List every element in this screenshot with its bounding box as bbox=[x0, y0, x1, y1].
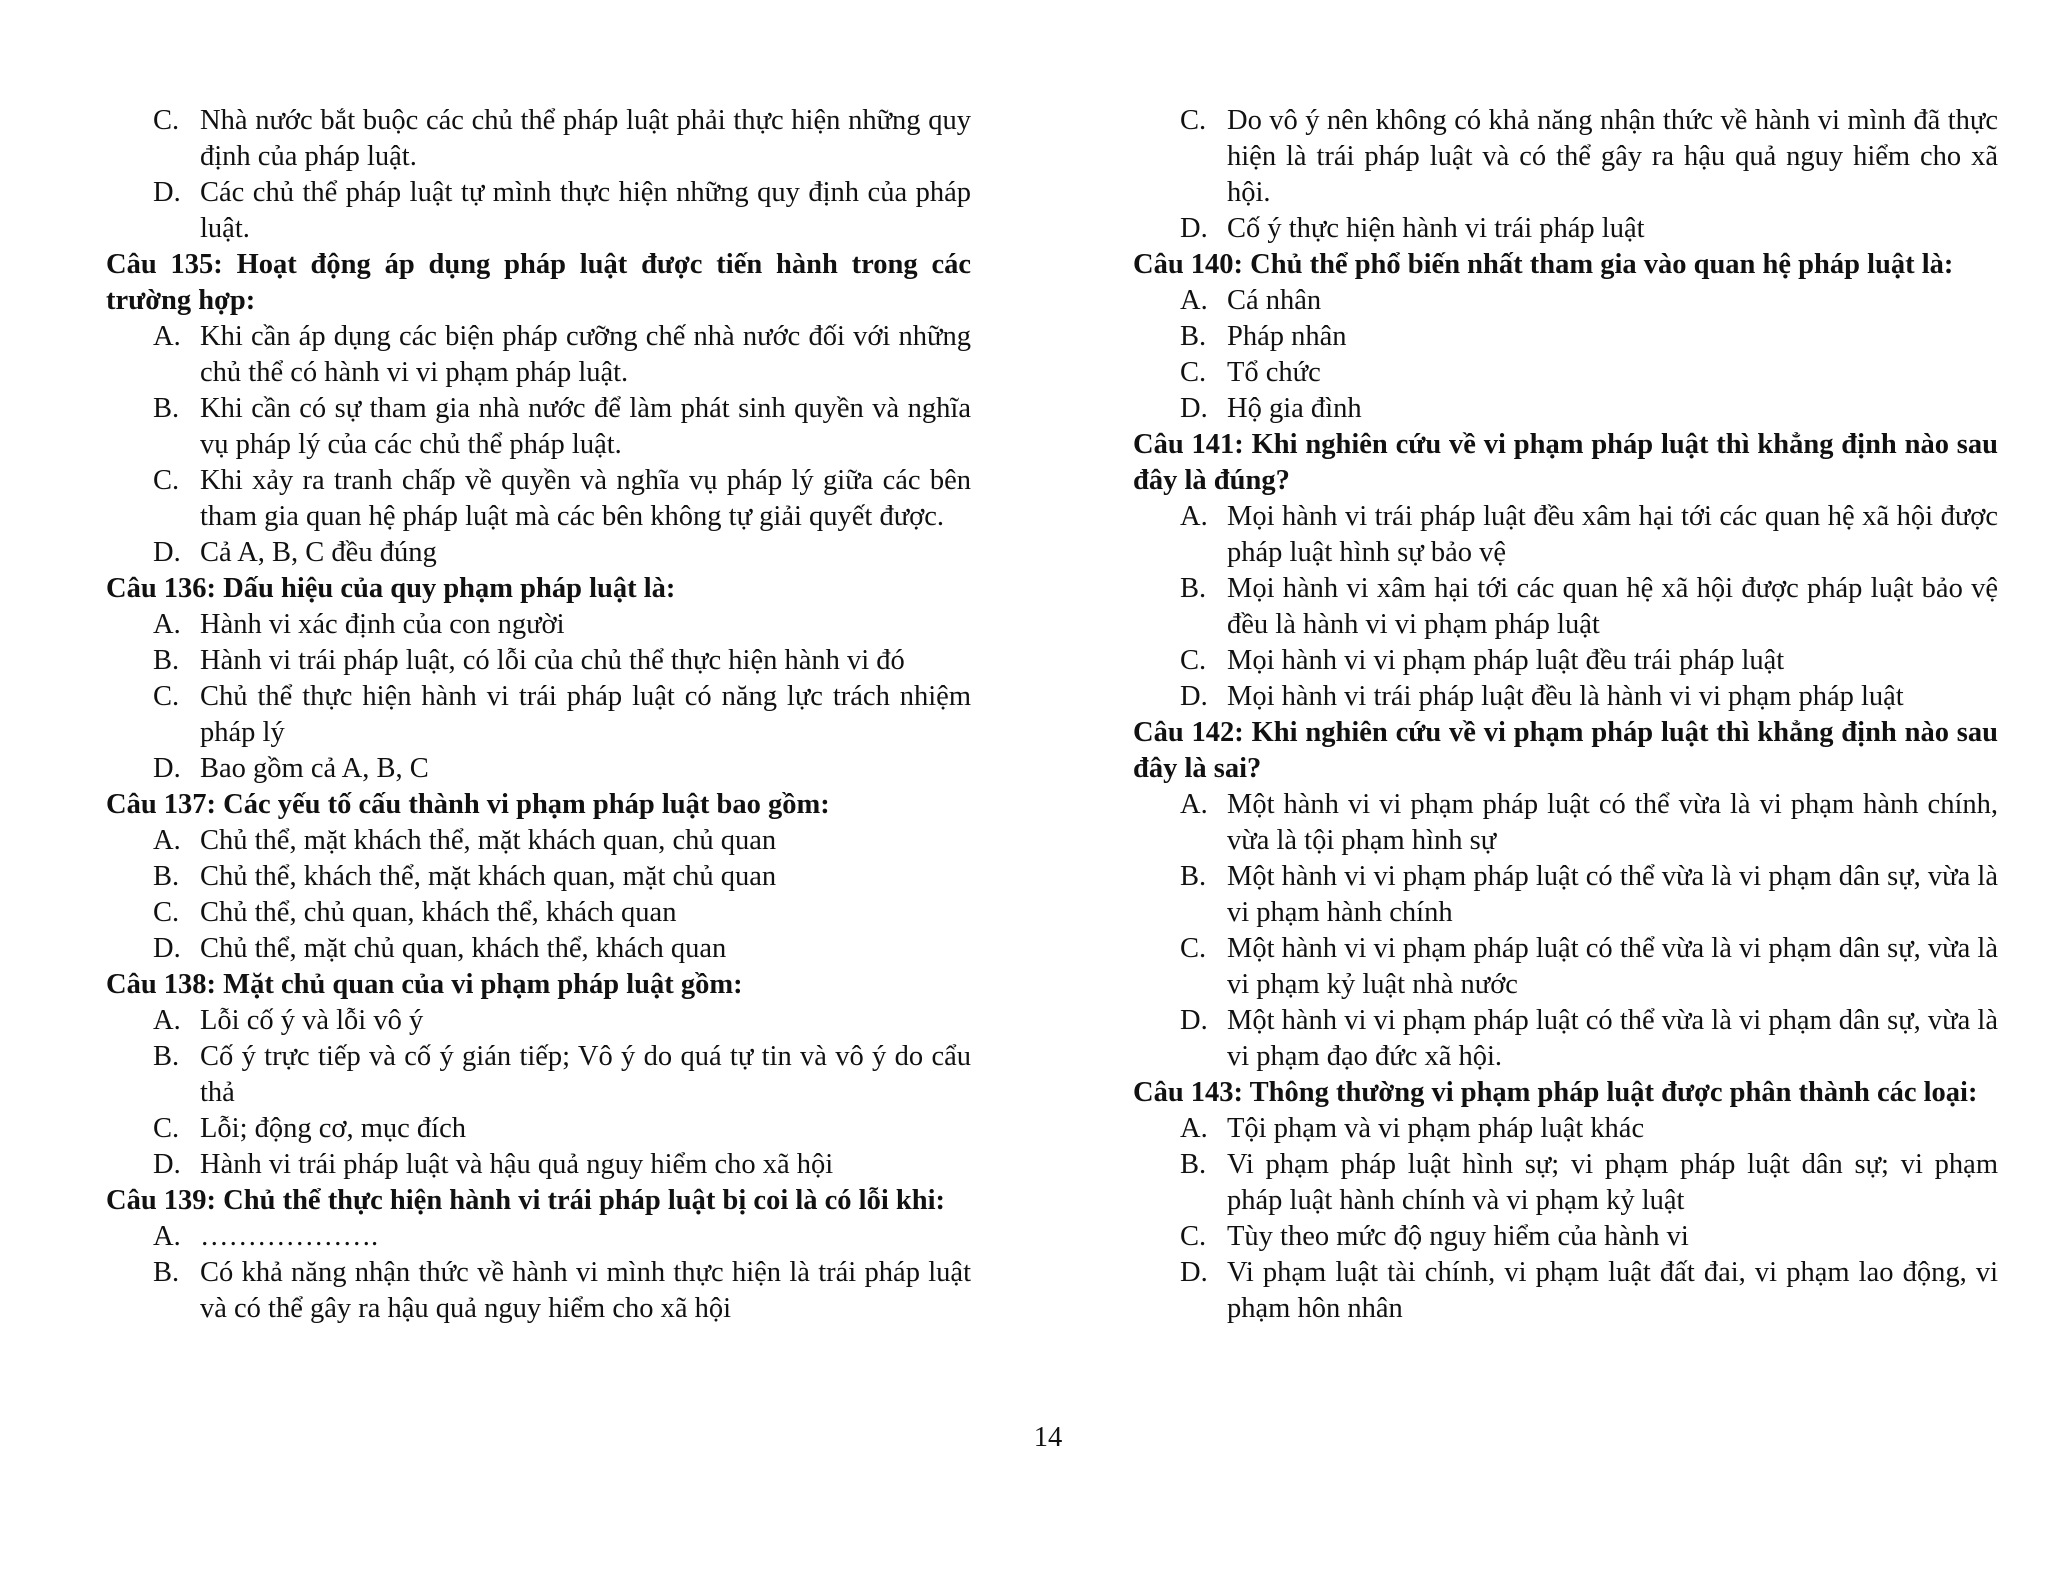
option-text: Bao gồm cả A, B, C bbox=[200, 753, 429, 784]
option-letter: A. bbox=[153, 825, 181, 856]
option-letter: A. bbox=[153, 609, 181, 640]
option-text: Mọi hành vi xâm hại tới các quan hệ xã hội được pháp luật bảo vệ đều là hành vi vi phạm pháp luật bbox=[1227, 573, 1998, 640]
option-text: Vi phạm pháp luật hình sự; vi phạm pháp luật dân sự; vi phạm pháp luật hành chính và vi phạm kỷ luật bbox=[1227, 1149, 1998, 1216]
option-letter: B. bbox=[153, 1041, 180, 1072]
question-heading: Câu 137: Các yếu tố cấu thành vi phạm pháp luật bao gồm: bbox=[106, 789, 830, 820]
option-letter: B. bbox=[153, 861, 180, 892]
option-letter: C. bbox=[1180, 645, 1207, 676]
answer-option bbox=[1133, 211, 1998, 247]
question-heading: Câu 142: Khi nghiên cứu về vi phạm pháp luật thì khẳng định nào sau đây là sai? bbox=[1133, 717, 1998, 784]
option-letter: D. bbox=[1180, 681, 1208, 712]
option-text: Hành vi trái pháp luật và hậu quả nguy hiểm cho xã hội bbox=[200, 1149, 834, 1180]
option-text: Một hành vi vi phạm pháp luật có thể vừa là vi phạm dân sự, vừa là vi phạm hành chính bbox=[1227, 861, 1998, 928]
option-text: Vi phạm luật tài chính, vi phạm luật đất đai, vi phạm lao động, vi phạm hôn nhân bbox=[1227, 1257, 1998, 1324]
option-letter: A. bbox=[1180, 501, 1208, 532]
option-text: Hành vi trái pháp luật, có lỗi của chủ thể thực hiện hành vi đó bbox=[200, 645, 905, 676]
answer-option bbox=[106, 319, 971, 391]
answer-option bbox=[106, 1111, 971, 1147]
answer-option bbox=[1133, 103, 1998, 211]
option-text: Khi cần áp dụng các biện pháp cưỡng chế nhà nước đối với những chủ thể có hành vi vi phạm pháp luật. bbox=[200, 321, 971, 388]
option-text: Cá nhân bbox=[1227, 285, 1322, 316]
answer-option bbox=[1133, 643, 1998, 679]
option-text: Lỗi; động cơ, mục đích bbox=[200, 1113, 466, 1144]
option-text: Một hành vi vi phạm pháp luật có thể vừa là vi phạm hành chính, vừa là tội phạm hình sự bbox=[1227, 789, 1998, 856]
answer-option bbox=[106, 1255, 971, 1327]
option-letter: C. bbox=[153, 681, 180, 712]
right-column bbox=[1133, 103, 1998, 1327]
option-letter: C. bbox=[1180, 1221, 1207, 1252]
answer-option bbox=[106, 1039, 971, 1111]
option-letter: D. bbox=[1180, 393, 1208, 424]
option-text: Khi xảy ra tranh chấp về quyền và nghĩa vụ pháp lý giữa các bên tham gia quan hệ pháp luật mà các bên không tự giải quyết được. bbox=[200, 465, 971, 532]
option-text: Các chủ thể pháp luật tự mình thực hiện những quy định của pháp luật. bbox=[200, 177, 971, 244]
answer-option bbox=[106, 895, 971, 931]
answer-option bbox=[1133, 859, 1998, 931]
option-letter: D. bbox=[153, 753, 181, 784]
option-letter: A. bbox=[1180, 789, 1208, 820]
answer-option bbox=[106, 391, 971, 463]
option-letter: B. bbox=[1180, 321, 1207, 352]
question-heading: Câu 138: Mặt chủ quan của vi phạm pháp luật gồm: bbox=[106, 969, 743, 1000]
option-letter: D. bbox=[153, 1149, 181, 1180]
answer-option bbox=[1133, 391, 1998, 427]
answer-option bbox=[106, 823, 971, 859]
option-text: Khi cần có sự tham gia nhà nước để làm phát sinh quyền và nghĩa vụ pháp lý của các chủ thể pháp luật. bbox=[200, 393, 971, 460]
answer-option bbox=[1133, 1219, 1998, 1255]
answer-option bbox=[1133, 679, 1998, 715]
answer-option bbox=[106, 463, 971, 535]
option-letter: B. bbox=[1180, 861, 1207, 892]
option-text: Một hành vi vi phạm pháp luật có thể vừa là vi phạm dân sự, vừa là vi phạm kỷ luật nhà nước bbox=[1227, 933, 1998, 1000]
answer-option bbox=[1133, 571, 1998, 643]
left-column bbox=[106, 103, 971, 1327]
option-text: Cả A, B, C đều đúng bbox=[200, 537, 437, 568]
answer-option bbox=[106, 643, 971, 679]
option-text: Tùy theo mức độ nguy hiểm của hành vi bbox=[1227, 1221, 1689, 1252]
option-text: Chủ thể, khách thể, mặt khách quan, mặt chủ quan bbox=[200, 861, 777, 892]
answer-option bbox=[1133, 1255, 1998, 1327]
question-heading: Câu 140: Chủ thể phổ biến nhất tham gia vào quan hệ pháp luật là: bbox=[1133, 249, 1954, 280]
option-text: Hộ gia đình bbox=[1227, 393, 1362, 424]
question-heading: Câu 143: Thông thường vi phạm pháp luật được phân thành các loại: bbox=[1133, 1077, 1978, 1108]
question-heading: Câu 141: Khi nghiên cứu về vi phạm pháp luật thì khẳng định nào sau đây là đúng? bbox=[1133, 429, 1998, 496]
question-heading: Câu 139: Chủ thể thực hiện hành vi trái pháp luật bị coi là có lỗi khi: bbox=[106, 1185, 945, 1216]
option-text: Có khả năng nhận thức về hành vi mình thực hiện là trái pháp luật và có thể gây ra hậu quả nguy hiểm cho xã hội bbox=[200, 1257, 971, 1324]
option-letter: B. bbox=[153, 1257, 180, 1288]
option-letter: B. bbox=[1180, 1149, 1207, 1180]
option-text: Lỗi cố ý và lỗi vô ý bbox=[200, 1005, 424, 1036]
option-letter: D. bbox=[1180, 1005, 1208, 1036]
option-letter: A. bbox=[1180, 1113, 1208, 1144]
answer-option bbox=[1133, 355, 1998, 391]
answer-option bbox=[106, 751, 971, 787]
answer-option bbox=[1133, 931, 1998, 1003]
option-letter: D. bbox=[1180, 213, 1208, 244]
answer-option bbox=[1133, 319, 1998, 355]
option-text: Hành vi xác định của con người bbox=[200, 609, 565, 640]
option-letter: B. bbox=[153, 393, 180, 424]
answer-option bbox=[106, 859, 971, 895]
option-text: Cố ý trực tiếp và cố ý gián tiếp; Vô ý do quá tự tin và vô ý do cẩu thả bbox=[200, 1041, 971, 1108]
answer-option bbox=[106, 1147, 971, 1183]
answer-option bbox=[1133, 283, 1998, 319]
question-heading: Câu 136: Dấu hiệu của quy phạm pháp luật là: bbox=[106, 573, 676, 604]
option-letter: C. bbox=[1180, 105, 1207, 136]
question-heading: Câu 135: Hoạt động áp dụng pháp luật được tiến hành trong các trường hợp: bbox=[106, 249, 971, 316]
option-letter: B. bbox=[153, 645, 180, 676]
answer-option bbox=[106, 607, 971, 643]
option-text: Do vô ý nên không có khả năng nhận thức về hành vi mình đã thực hiện là trái pháp luật và có thể gây ra hậu quả nguy hiểm cho xã hội. bbox=[1227, 105, 1998, 208]
option-text: Mọi hành vi vi phạm pháp luật đều trái pháp luật bbox=[1227, 645, 1785, 676]
option-text: Một hành vi vi phạm pháp luật có thể vừa là vi phạm dân sự, vừa là vi phạm đạo đức xã hội. bbox=[1227, 1005, 1998, 1072]
option-text: Mọi hành vi trái pháp luật đều là hành vi vi phạm pháp luật bbox=[1227, 681, 1904, 712]
option-letter: C. bbox=[153, 465, 180, 496]
option-text: Pháp nhân bbox=[1227, 321, 1347, 352]
answer-option bbox=[1133, 1111, 1998, 1147]
option-letter: D. bbox=[153, 933, 181, 964]
option-letter: C. bbox=[153, 105, 180, 136]
option-text: Cố ý thực hiện hành vi trái pháp luật bbox=[1227, 213, 1645, 244]
option-text: Tổ chức bbox=[1227, 357, 1321, 388]
option-letter: A. bbox=[153, 321, 181, 352]
answer-option bbox=[106, 679, 971, 751]
answer-option bbox=[106, 175, 971, 247]
option-letter: B. bbox=[1180, 573, 1207, 604]
option-letter: C. bbox=[1180, 357, 1207, 388]
answer-option bbox=[106, 1219, 971, 1255]
option-letter: D. bbox=[153, 177, 181, 208]
answer-option bbox=[106, 931, 971, 967]
answer-option bbox=[106, 1003, 971, 1039]
option-text: Chủ thể thực hiện hành vi trái pháp luật có năng lực trách nhiệm pháp lý bbox=[200, 681, 971, 748]
option-text: Chủ thể, mặt chủ quan, khách thể, khách quan bbox=[200, 933, 727, 964]
option-text: Chủ thể, chủ quan, khách thể, khách quan bbox=[200, 897, 677, 928]
option-text: ………………. bbox=[200, 1221, 379, 1252]
option-letter: C. bbox=[153, 1113, 180, 1144]
answer-option bbox=[1133, 787, 1998, 859]
answer-option bbox=[1133, 1147, 1998, 1219]
option-letter: A. bbox=[153, 1005, 181, 1036]
option-letter: D. bbox=[153, 537, 181, 568]
answer-option bbox=[106, 535, 971, 571]
option-text: Chủ thể, mặt khách thể, mặt khách quan, chủ quan bbox=[200, 825, 777, 856]
answer-option bbox=[1133, 1003, 1998, 1075]
option-letter: A. bbox=[1180, 285, 1208, 316]
option-letter: D. bbox=[1180, 1257, 1208, 1288]
option-letter: A. bbox=[153, 1221, 181, 1252]
answer-option bbox=[106, 103, 971, 175]
page-number: 14 bbox=[1033, 1422, 1063, 1453]
answer-option bbox=[1133, 499, 1998, 571]
option-text: Mọi hành vi trái pháp luật đều xâm hại tới các quan hệ xã hội được pháp luật hình sự bảo vệ bbox=[1227, 501, 1998, 568]
option-letter: C. bbox=[153, 897, 180, 928]
option-letter: C. bbox=[1180, 933, 1207, 964]
option-text: Tội phạm và vi phạm pháp luật khác bbox=[1227, 1113, 1645, 1144]
option-text: Nhà nước bắt buộc các chủ thể pháp luật phải thực hiện những quy định của pháp luật. bbox=[200, 105, 971, 172]
